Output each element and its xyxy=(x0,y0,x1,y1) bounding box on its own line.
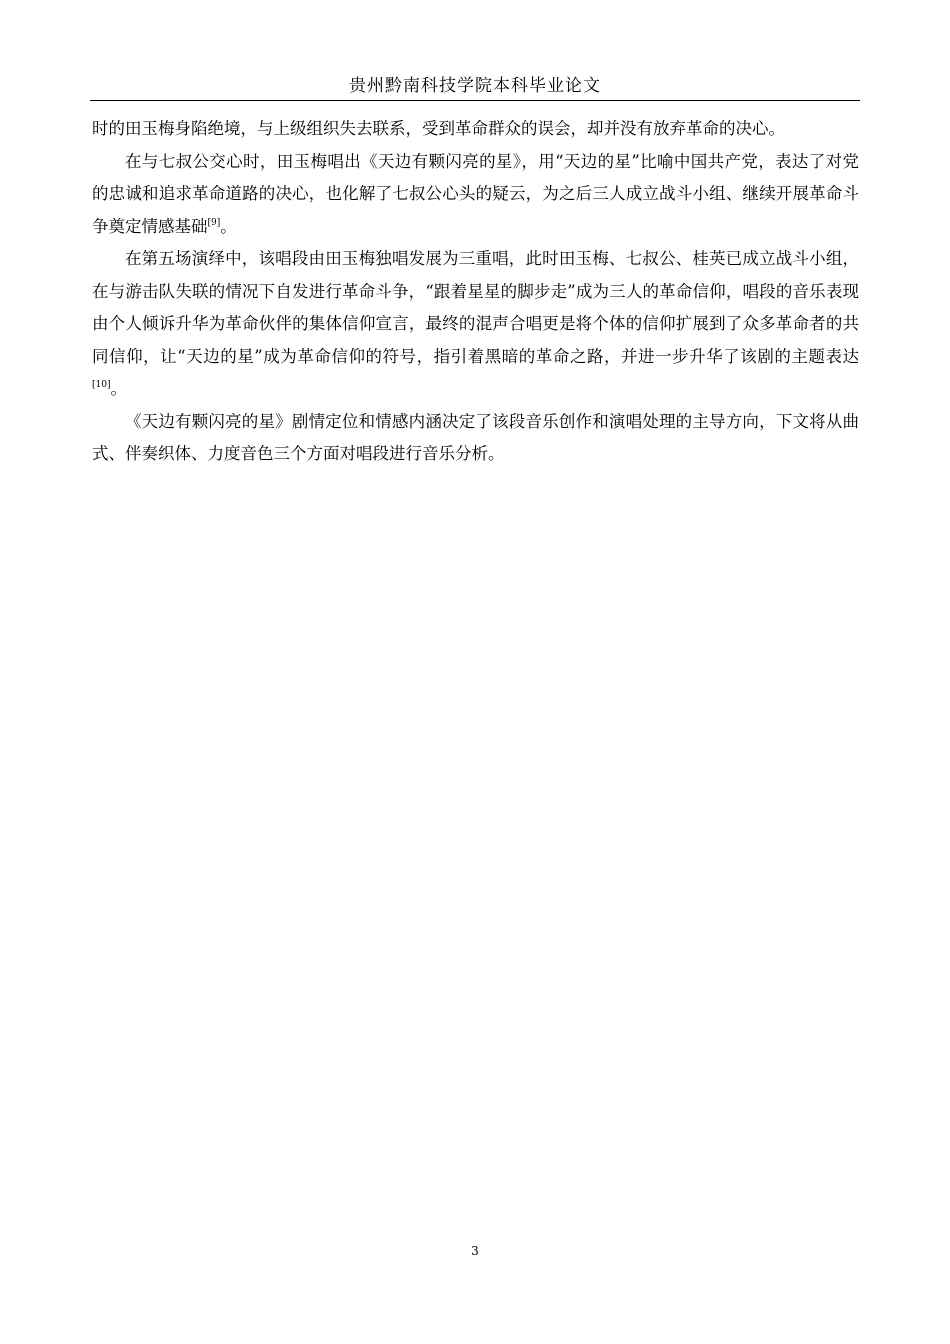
paragraph-3 xyxy=(92,243,859,406)
citation-10: [10] xyxy=(92,380,111,390)
running-header: 贵州黔南科技学院本科毕业论文 xyxy=(349,76,601,96)
body-text xyxy=(92,113,859,471)
header-rule xyxy=(90,100,860,101)
page-number: 3 xyxy=(471,1244,479,1258)
paragraph-4-text: 《天边有颗闪亮的星》剧情定位和情感内涵决定了该段音乐创作和演唱处理的主导方向，下文将从曲式、伴奏织体、力度音色三个方面对唱段进行音乐分析。 xyxy=(92,411,859,463)
paragraph-2 xyxy=(92,146,859,244)
citation-9: [9] xyxy=(207,217,221,228)
paragraph-3-tail: 。 xyxy=(110,379,127,398)
paragraph-3-text: 在第五场演绎中，该唱段由田玉梅独唱发展为三重唱，此时田玉梅、七叔公、桂英已成立战斗小组，在与游击队失联的情况下自发进行革命斗争，“跟着星星的脚步走”成为三人的革命信仰，唱段的音乐表现由个人倾诉升华为革命伙伴的集体信仰宣言，最终的混声合唱更是将个体的信仰扩展到了众多革命者的共同信仰，让“天边的星”成为革命信仰的符号，指引着黑暗的革命之路，并进一步升华了该剧的主题表达 xyxy=(92,249,859,366)
paragraph-1-text: 时的田玉梅身陷绝境，与上级组织失去联系，受到革命群众的误会，却并没有放弃革命的决心。 xyxy=(92,119,785,138)
paragraph-2-tail: 。 xyxy=(220,216,237,236)
paragraph-2-text: 在与七叔公交心时，田玉梅唱出《天边有颗闪亮的星》，用“天边的星”比喻中国共产党，表达了对党的忠诚和追求革命道路的决心，也化解了七叔公心头的疑云，为之后三人成立战斗小组、继续开展革命斗争奠定情感基础 xyxy=(92,151,859,236)
paragraph-4 xyxy=(92,406,859,471)
paragraph-1 xyxy=(92,113,859,146)
